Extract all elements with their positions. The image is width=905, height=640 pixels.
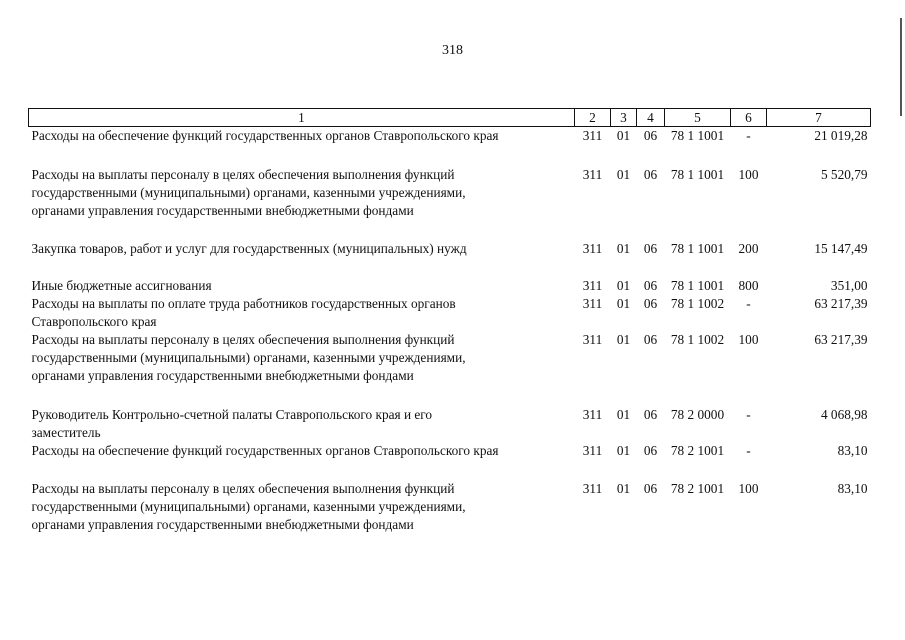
row-amount: 4 068,98 [820,407,868,422]
row-code-subsection: 06 [643,481,658,496]
row-code-section: 01 [616,332,631,347]
row-code-target-article: 78 1 1001 [670,167,725,182]
description-line: государственными (муниципальными) органами, казенными учреждениями, [31,350,466,365]
description-line: Расходы на выплаты по оплате труда работников государственных органов [31,296,456,311]
row-code-target-article: 78 1 1001 [670,128,725,143]
description-line: органами управления государственными внебюджетными фондами [31,368,414,383]
row-code-chapter: 311 [582,407,603,422]
header-col-4: 4 [637,109,665,127]
description-line: Руководитель Контрольно-счетной палаты Ставропольского края и его [31,407,433,422]
table-row [29,385,871,442]
row-code-section: 01 [616,407,631,422]
row-code-subsection: 06 [643,332,658,347]
table-row [29,220,871,258]
description-line: Расходы на выплаты персоналу в целях обеспечения выполнения функций [31,332,455,347]
description-line: органами управления государственными внебюджетными фондами [31,517,414,532]
table-row [29,258,871,295]
row-code-subsection: 06 [643,278,658,293]
description-line: заместитель [31,425,101,440]
row-code-subsection: 06 [643,167,658,182]
row-code-chapter: 311 [582,296,603,311]
row-amount: 83,10 [837,443,868,458]
row-description [29,460,575,534]
table-row [29,331,871,385]
budget-table [28,108,871,534]
row-code-expense-type: 100 [738,481,759,496]
row-code-section: 01 [616,481,631,496]
row-code-section: 01 [616,167,631,182]
row-code-subsection: 06 [643,128,658,143]
description-line: Расходы на выплаты персоналу в целях обеспечения выполнения функций [31,167,455,182]
row-code-expense-type: - [746,128,751,143]
table-row [29,460,871,534]
row-amount: 63 217,39 [814,296,868,311]
header-col-1: 1 [29,109,575,127]
row-code-target-article: 78 1 1001 [670,278,725,293]
row-code-subsection: 06 [643,296,658,311]
row-code-expense-type: 200 [738,241,759,256]
row-amount: 21 019,28 [814,128,868,143]
header-col-3: 3 [611,109,637,127]
header-col-6: 6 [731,109,767,127]
row-code-chapter: 311 [582,481,603,496]
row-description [29,385,575,442]
row-code-section: 01 [616,241,631,256]
row-code-subsection: 06 [643,407,658,422]
row-code-section: 01 [616,443,631,458]
header-col-7: 7 [767,109,871,127]
row-description [29,145,575,220]
row-code-section: 01 [616,296,631,311]
row-code-expense-type: 800 [738,278,759,293]
description-line: Расходы на выплаты персоналу в целях обеспечения выполнения функций [31,481,455,496]
row-code-expense-type: - [746,296,751,311]
row-description [29,127,575,146]
row-code-chapter: 311 [582,278,603,293]
row-amount: 83,10 [837,481,868,496]
header-col-5: 5 [665,109,731,127]
description-line: государственными (муниципальными) органами, казенными учреждениями, [31,499,466,514]
row-code-chapter: 311 [582,167,603,182]
description-line: государственными (муниципальными) органами, казенными учреждениями, [31,185,466,200]
row-code-section: 01 [616,278,631,293]
page-number: 318 [442,43,463,58]
description-line: Ставропольского края [31,314,157,329]
row-description [29,258,575,295]
row-amount: 351,00 [830,278,868,293]
row-code-expense-type: 100 [738,332,759,347]
row-code-target-article: 78 1 1002 [670,296,725,311]
description-line: Иные бюджетные ассигнования [31,278,212,293]
description-line: Расходы на обеспечение функций государственных органов Ставропольского края [31,443,499,458]
row-amount: 15 147,49 [814,241,868,256]
row-description [29,295,575,331]
row-description [29,331,575,385]
description-line: Расходы на обеспечение функций государственных органов Ставропольского края [31,128,499,143]
description-line: органами управления государственными внебюджетными фондами [31,203,414,218]
table-body [29,127,871,535]
row-code-chapter: 311 [582,443,603,458]
table-row [29,442,871,460]
row-amount: 5 520,79 [820,167,868,182]
row-code-chapter: 311 [582,332,603,347]
row-code-expense-type: 100 [738,167,759,182]
table-header-row [29,109,871,127]
row-description [29,220,575,258]
row-description [29,442,575,460]
table-row [29,295,871,331]
table-row [29,127,871,146]
table-row [29,145,871,220]
row-code-target-article: 78 2 1001 [670,443,725,458]
page-edge-line [900,18,902,116]
row-code-expense-type: - [746,407,751,422]
row-code-target-article: 78 2 0000 [670,407,725,422]
row-code-expense-type: - [746,443,751,458]
description-line: Закупка товаров, работ и услуг для государственных (муниципальных) нужд [31,241,467,256]
row-code-target-article: 78 1 1002 [670,332,725,347]
row-code-subsection: 06 [643,443,658,458]
header-col-2: 2 [575,109,611,127]
row-code-chapter: 311 [582,241,603,256]
row-code-section: 01 [616,128,631,143]
row-code-target-article: 78 2 1001 [670,481,725,496]
row-amount: 63 217,39 [814,332,868,347]
row-code-chapter: 311 [582,128,603,143]
row-code-subsection: 06 [643,241,658,256]
row-code-target-article: 78 1 1001 [670,241,725,256]
